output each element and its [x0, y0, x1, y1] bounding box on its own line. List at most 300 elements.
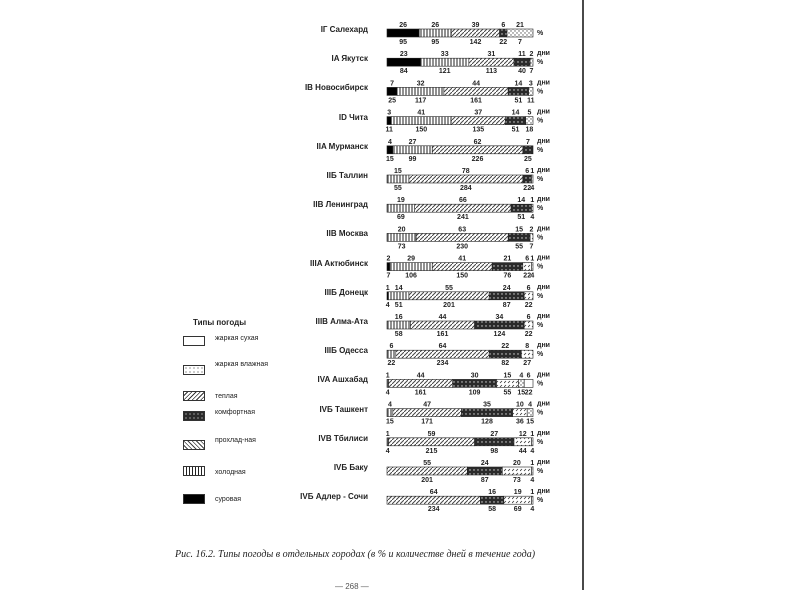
city-label: IIB Москва	[326, 229, 368, 239]
percent-label: 12	[518, 430, 527, 438]
city-bar-group	[387, 488, 550, 513]
bar-segment-comfortable	[508, 233, 530, 241]
bar-segment-cold	[387, 204, 415, 212]
unit-mark: %	[537, 234, 544, 242]
bar-segment-hot-humid	[507, 29, 533, 37]
days-label: 25	[388, 97, 396, 105]
bar-segment-hot-humid	[529, 87, 533, 95]
bar-segment-comfortable	[514, 58, 530, 66]
days-label: 7	[518, 39, 522, 46]
days-label: 201	[421, 477, 433, 484]
bar-segment-comfortable	[508, 87, 528, 95]
percent-label: 34	[495, 314, 504, 321]
bar-segment-cold	[387, 233, 416, 241]
percent-label: 4	[387, 401, 392, 409]
legend-label-cold: холодная	[215, 469, 246, 476]
days-label: 241	[457, 214, 469, 222]
days-label: 7	[386, 272, 391, 280]
percent-label: 1	[385, 284, 390, 292]
bar-segment-warm	[523, 263, 532, 271]
city-bar-group	[386, 284, 550, 309]
days-label: 234	[427, 506, 440, 514]
days-label: 82	[501, 360, 510, 368]
legend-label-severe: суровая	[215, 496, 242, 503]
days-label: 15	[386, 418, 394, 426]
days-label: 4	[530, 506, 535, 514]
bar-segment-cold	[387, 175, 409, 183]
percent-label: 7	[390, 80, 395, 88]
city-bar-group	[385, 109, 549, 134]
city-bar-group	[387, 459, 550, 484]
legend-label-warm: теплая	[215, 393, 238, 400]
days-label: 51	[511, 126, 520, 134]
bar-segment-hot-humid	[527, 409, 533, 417]
percent-label: 30	[470, 372, 479, 380]
percent-label: 32	[416, 80, 425, 88]
percent-label: 24	[480, 460, 489, 467]
city-label: IIIБ Одесса	[324, 346, 368, 356]
legend-title: Типы погоды	[193, 318, 247, 327]
percent-label: 1	[530, 255, 535, 263]
bar-segment-cool	[389, 438, 475, 446]
percent-label: 66	[459, 197, 467, 205]
bar-segment-cool	[389, 379, 453, 387]
bar-segment-comfortable	[489, 292, 524, 300]
bar-segment-comfortable	[500, 29, 507, 37]
unit-mark: %	[537, 59, 544, 67]
bar-segment-comfortable	[453, 379, 497, 387]
bar-segment-hot-humid	[532, 175, 534, 183]
percent-label: 24	[502, 284, 511, 292]
percent-label: 27	[490, 430, 499, 438]
days-label: 109	[468, 389, 481, 397]
days-label: 215	[425, 447, 438, 455]
percent-label: 6	[501, 22, 506, 29]
percent-label: 2	[529, 51, 534, 59]
bar-segment-warm	[530, 233, 533, 241]
days-label: 4	[385, 447, 390, 455]
days-label: 44	[518, 447, 527, 455]
days-label: 22	[387, 360, 396, 368]
percent-label: 4	[519, 372, 524, 380]
days-label: 15	[526, 418, 534, 426]
percent-label: 6	[525, 255, 530, 263]
days-label: 27	[523, 360, 532, 368]
percent-label: 1	[385, 430, 390, 438]
bar-segment-hot-humid	[530, 58, 533, 66]
percent-label: 41	[417, 109, 426, 117]
unit-mark: %	[537, 205, 544, 213]
bar-segment-warm	[514, 438, 532, 446]
percent-label: 31	[487, 51, 496, 59]
percent-label: 8	[525, 343, 530, 351]
percent-label: 6	[525, 168, 530, 175]
unit-mark: %	[537, 117, 544, 125]
unit-mark: дни	[537, 108, 550, 116]
days-label: 58	[488, 506, 496, 514]
unit-mark: дни	[537, 225, 550, 233]
percent-label: 33	[440, 51, 449, 59]
unit-mark: дни	[537, 167, 550, 174]
days-label: 87	[502, 301, 511, 309]
bar-segment-comfortable	[492, 263, 523, 271]
city-label: IVБ Ташкент	[319, 404, 368, 414]
percent-label: 14	[394, 284, 403, 292]
days-label: 7	[529, 243, 534, 251]
days-label: 22	[523, 272, 532, 280]
page-number: — 268 —	[335, 582, 369, 591]
city-bar-group	[386, 371, 550, 396]
days-label: 4	[530, 214, 535, 222]
city-label: IIIБ Донецк	[324, 287, 368, 297]
bar-segment-cool	[416, 233, 508, 241]
percent-label: 22	[501, 343, 510, 351]
days-label: 284	[459, 185, 472, 192]
percent-label: 1	[530, 489, 535, 497]
percent-label: 6	[389, 343, 394, 351]
days-label: 76	[503, 272, 512, 280]
days-label: 99	[408, 155, 417, 163]
days-label: 161	[470, 97, 482, 105]
legend-swatch-severe	[183, 494, 205, 504]
percent-label: 19	[513, 489, 522, 497]
bar-segment-cold	[387, 409, 393, 417]
percent-label: 11	[518, 51, 526, 59]
bar-segment-cool	[432, 263, 492, 271]
bar-segment-hot-dry	[524, 379, 533, 387]
bar-segment-cool	[469, 58, 514, 66]
days-label: 36	[516, 418, 524, 426]
days-label: 22	[523, 185, 532, 192]
days-label: 87	[480, 477, 489, 484]
bar-segment-warm	[524, 321, 533, 329]
bar-segment-severe	[387, 87, 397, 95]
bar-segment-cool	[393, 409, 462, 417]
bar-segment-cold	[387, 321, 410, 329]
city-bar-group	[387, 342, 550, 367]
legend-label-hot-humid: жаркая влажная	[215, 361, 269, 368]
bar-segment-comfortable	[489, 350, 521, 358]
percent-label: 41	[458, 255, 467, 263]
bar-segment-cool	[415, 204, 511, 212]
days-label: 69	[513, 506, 522, 514]
percent-label: 2	[386, 255, 391, 263]
unit-mark: %	[537, 30, 544, 37]
percent-label: 15	[515, 226, 523, 234]
bar-segment-cool	[387, 467, 467, 475]
bar-segment-hot-humid	[526, 117, 533, 125]
days-label: 4	[385, 389, 390, 397]
bar-segment-comfortable	[467, 467, 502, 475]
percent-label: 16	[488, 489, 496, 497]
days-label: 4	[530, 447, 535, 455]
city-label: IVБ Баку	[333, 463, 368, 472]
days-label: 22	[524, 331, 533, 338]
unit-mark: %	[537, 292, 544, 300]
bar-segment-warm	[504, 496, 532, 504]
days-label: 55	[394, 185, 402, 192]
bar-segment-severe	[387, 263, 390, 271]
city-label: IVБ Адлер - Сочи	[300, 492, 368, 502]
days-label: 73	[513, 477, 521, 484]
percent-label: 3	[387, 109, 392, 117]
percent-label: 26	[399, 22, 407, 29]
city-bar-group	[387, 79, 550, 104]
days-label: 135	[472, 126, 485, 134]
percent-label: 35	[483, 401, 491, 409]
bar-segment-warm	[532, 204, 534, 212]
unit-mark: %	[537, 322, 544, 329]
percent-label: 7	[525, 138, 530, 146]
days-label: 51	[394, 301, 403, 309]
legend-swatch-hot-dry	[183, 336, 205, 346]
unit-mark: дни	[537, 342, 550, 350]
bar-segment-warm	[502, 467, 531, 475]
days-label: 11	[527, 97, 535, 105]
city-bar-group	[387, 167, 550, 192]
days-label: 128	[481, 418, 493, 426]
percent-label: 44	[416, 372, 425, 380]
bar-segment-comfortable	[475, 438, 514, 446]
unit-mark: дни	[537, 371, 550, 379]
city-label: IB Новосибирск	[304, 83, 368, 93]
unit-mark: %	[537, 146, 544, 154]
days-label: 161	[414, 389, 427, 397]
city-bar-group	[387, 196, 550, 221]
percent-label: 64	[438, 343, 447, 351]
days-label: 73	[397, 243, 406, 251]
percent-label: 23	[399, 51, 408, 59]
city-bar-group	[386, 430, 550, 455]
days-label: 121	[438, 68, 451, 76]
bar-segment-cool	[451, 29, 499, 37]
bar-segment-comfortable	[480, 496, 503, 504]
bar-segment-comfortable	[505, 117, 525, 125]
days-label: 15	[386, 155, 394, 163]
percent-label: 14	[511, 109, 520, 117]
bar-segment-warm	[497, 379, 519, 387]
bar-segment-warm	[513, 409, 528, 417]
bar-segment-warm	[524, 292, 533, 300]
bar-segment-comfortable	[511, 204, 531, 212]
bar-segment-cool	[409, 292, 489, 300]
days-label: 51	[514, 97, 523, 105]
percent-label: 19	[397, 197, 405, 205]
percent-label: 15	[503, 372, 512, 380]
unit-mark: дни	[537, 79, 550, 87]
percent-label: 1	[385, 372, 390, 380]
percent-label: 6	[526, 372, 531, 380]
unit-mark: дни	[537, 429, 550, 437]
city-label: IVA Ашхабад	[317, 375, 368, 385]
days-label: 150	[415, 126, 428, 134]
percent-label: 37	[474, 109, 483, 117]
percent-label: 2	[529, 226, 534, 234]
percent-label: 5	[527, 109, 532, 117]
days-label: 22	[499, 39, 508, 46]
bar-segment-hot-humid	[518, 379, 524, 387]
unit-mark: дни	[537, 400, 550, 408]
days-label: 11	[385, 126, 393, 134]
city-label: IIIB Алма-Ата	[315, 317, 368, 326]
days-label: 95	[399, 39, 407, 46]
days-label: 22	[524, 301, 533, 309]
city-label: IIБ Таллин	[326, 171, 368, 180]
days-label: 55	[515, 243, 523, 251]
legend-swatch-cold	[183, 466, 205, 476]
days-label: 117	[414, 97, 427, 105]
bar-segment-severe	[387, 117, 391, 125]
city-bar-group	[387, 225, 550, 250]
percent-label: 1	[530, 197, 535, 205]
bar-segment-cool	[396, 350, 489, 358]
bar-segment-cold	[419, 29, 451, 37]
city-bar-group	[387, 313, 550, 338]
bar-segment-cold	[389, 292, 409, 300]
percent-label: 14	[514, 80, 523, 88]
bar-segment-cool	[451, 117, 505, 125]
bar-segment-cold	[421, 58, 469, 66]
percent-label: 62	[473, 138, 482, 146]
percent-label: 1	[530, 430, 535, 438]
bar-segment-comfortable	[523, 175, 532, 183]
bar-segment-comfortable	[462, 409, 513, 417]
days-label: 171	[421, 418, 433, 426]
legend-label-hot-dry: жаркая сухая	[215, 335, 259, 342]
percent-label: 44	[438, 314, 447, 321]
bar-segment-cold	[387, 350, 396, 358]
city-bar-group	[387, 22, 544, 46]
days-label: 7	[529, 68, 534, 76]
days-label: 234	[436, 360, 449, 368]
days-label: 4	[530, 272, 535, 280]
days-label: 25	[524, 155, 532, 163]
unit-mark: дни	[537, 313, 550, 320]
days-label: 230	[456, 243, 469, 251]
percent-label: 15	[394, 168, 402, 175]
percent-label: 44	[472, 80, 480, 88]
days-label: 4	[385, 301, 390, 309]
unit-mark: %	[537, 351, 544, 359]
days-label: 40	[518, 68, 526, 76]
percent-label: 27	[408, 138, 417, 146]
percent-label: 59	[427, 430, 436, 438]
percent-label: 1	[530, 460, 535, 467]
percent-label: 55	[423, 460, 431, 467]
city-label: IIIA Актюбинск	[310, 258, 368, 268]
days-label: 51	[517, 214, 526, 222]
days-label: 84	[399, 68, 408, 76]
bar-segment-comfortable	[523, 146, 533, 154]
bar-segment-hot-humid	[532, 496, 534, 504]
unit-mark: дни	[537, 283, 550, 291]
percent-label: 16	[394, 314, 403, 321]
days-label: 106	[405, 272, 417, 280]
days-label: 150	[456, 272, 469, 280]
days-label: 226	[471, 155, 484, 163]
unit-mark: дни	[537, 137, 550, 145]
bar-segment-severe	[387, 58, 421, 66]
city-bar-group	[386, 138, 550, 163]
days-label: 15	[517, 389, 526, 397]
days-label: 4	[530, 185, 535, 192]
unit-mark: %	[537, 409, 544, 417]
unit-mark: %	[537, 263, 544, 271]
percent-label: 26	[431, 22, 440, 29]
percent-label: 6	[526, 284, 531, 292]
days-label: 142	[469, 39, 482, 46]
figure-caption: Рис. 16.2. Типы погоды в отдельных городах (в % и количестве дней в течение года)	[175, 549, 536, 560]
bar-segment-hot-humid	[532, 467, 534, 475]
legend-swatch-hot-humid	[183, 365, 205, 375]
unit-mark: дни	[537, 254, 550, 262]
bar-segment-severe	[387, 146, 393, 154]
unit-mark: %	[537, 468, 544, 475]
bar-segment-cold	[397, 87, 444, 95]
days-label: 4	[530, 477, 535, 484]
bar-segment-hot-humid	[532, 263, 534, 271]
bar-segment-warm	[521, 350, 533, 358]
unit-mark: %	[537, 497, 544, 505]
city-label: IГ Салехард	[320, 25, 368, 34]
city-label: IIB Ленинград	[313, 200, 368, 210]
unit-mark: %	[537, 380, 544, 388]
percent-label: 39	[471, 22, 480, 29]
percent-label: 64	[429, 489, 438, 497]
bar-segment-cool	[444, 87, 508, 95]
bar-segment-cold	[390, 263, 432, 271]
percent-label: 21	[516, 22, 524, 29]
bar-segment-cold	[391, 117, 451, 125]
bar-segment-hot-humid	[532, 438, 534, 446]
city-label: IA Якутск	[331, 54, 368, 64]
days-label: 69	[397, 214, 405, 222]
city-bar-group	[387, 50, 550, 75]
percent-label: 3	[528, 80, 533, 88]
days-label: 95	[431, 39, 440, 46]
percent-label: 10	[516, 401, 524, 409]
percent-label: 21	[503, 255, 512, 263]
bar-segment-comfortable	[475, 321, 525, 329]
unit-mark: дни	[537, 196, 550, 204]
percent-label: 4	[387, 138, 392, 146]
legend-label-comfortable: комфортная	[215, 409, 255, 416]
days-label: 124	[493, 331, 506, 338]
bar-segment-cool	[409, 175, 523, 183]
unit-mark: дни	[537, 488, 550, 496]
days-label: 113	[485, 68, 498, 76]
percent-label: 20	[513, 460, 521, 467]
percent-label: 55	[445, 284, 453, 292]
legend-swatch-comfortable	[183, 411, 205, 421]
legend-label-cool: прохлад-ная	[215, 437, 256, 444]
unit-mark: %	[537, 438, 544, 446]
city-bar-group	[386, 401, 550, 426]
city-label: IVB Тбилиси	[318, 433, 368, 443]
days-label: 55	[503, 389, 512, 397]
percent-label: 4	[528, 401, 533, 409]
percent-label: 29	[407, 255, 415, 263]
bar-segment-cool	[387, 496, 480, 504]
bar-segment-cool	[432, 146, 523, 154]
unit-mark: %	[537, 88, 544, 96]
bar-segment-cold	[393, 146, 432, 154]
days-label: 201	[443, 301, 455, 309]
city-bar-group	[387, 255, 550, 280]
days-label: 161	[436, 331, 449, 338]
city-label: IIA Мурманск	[316, 141, 368, 151]
percent-label: 14	[517, 197, 526, 205]
